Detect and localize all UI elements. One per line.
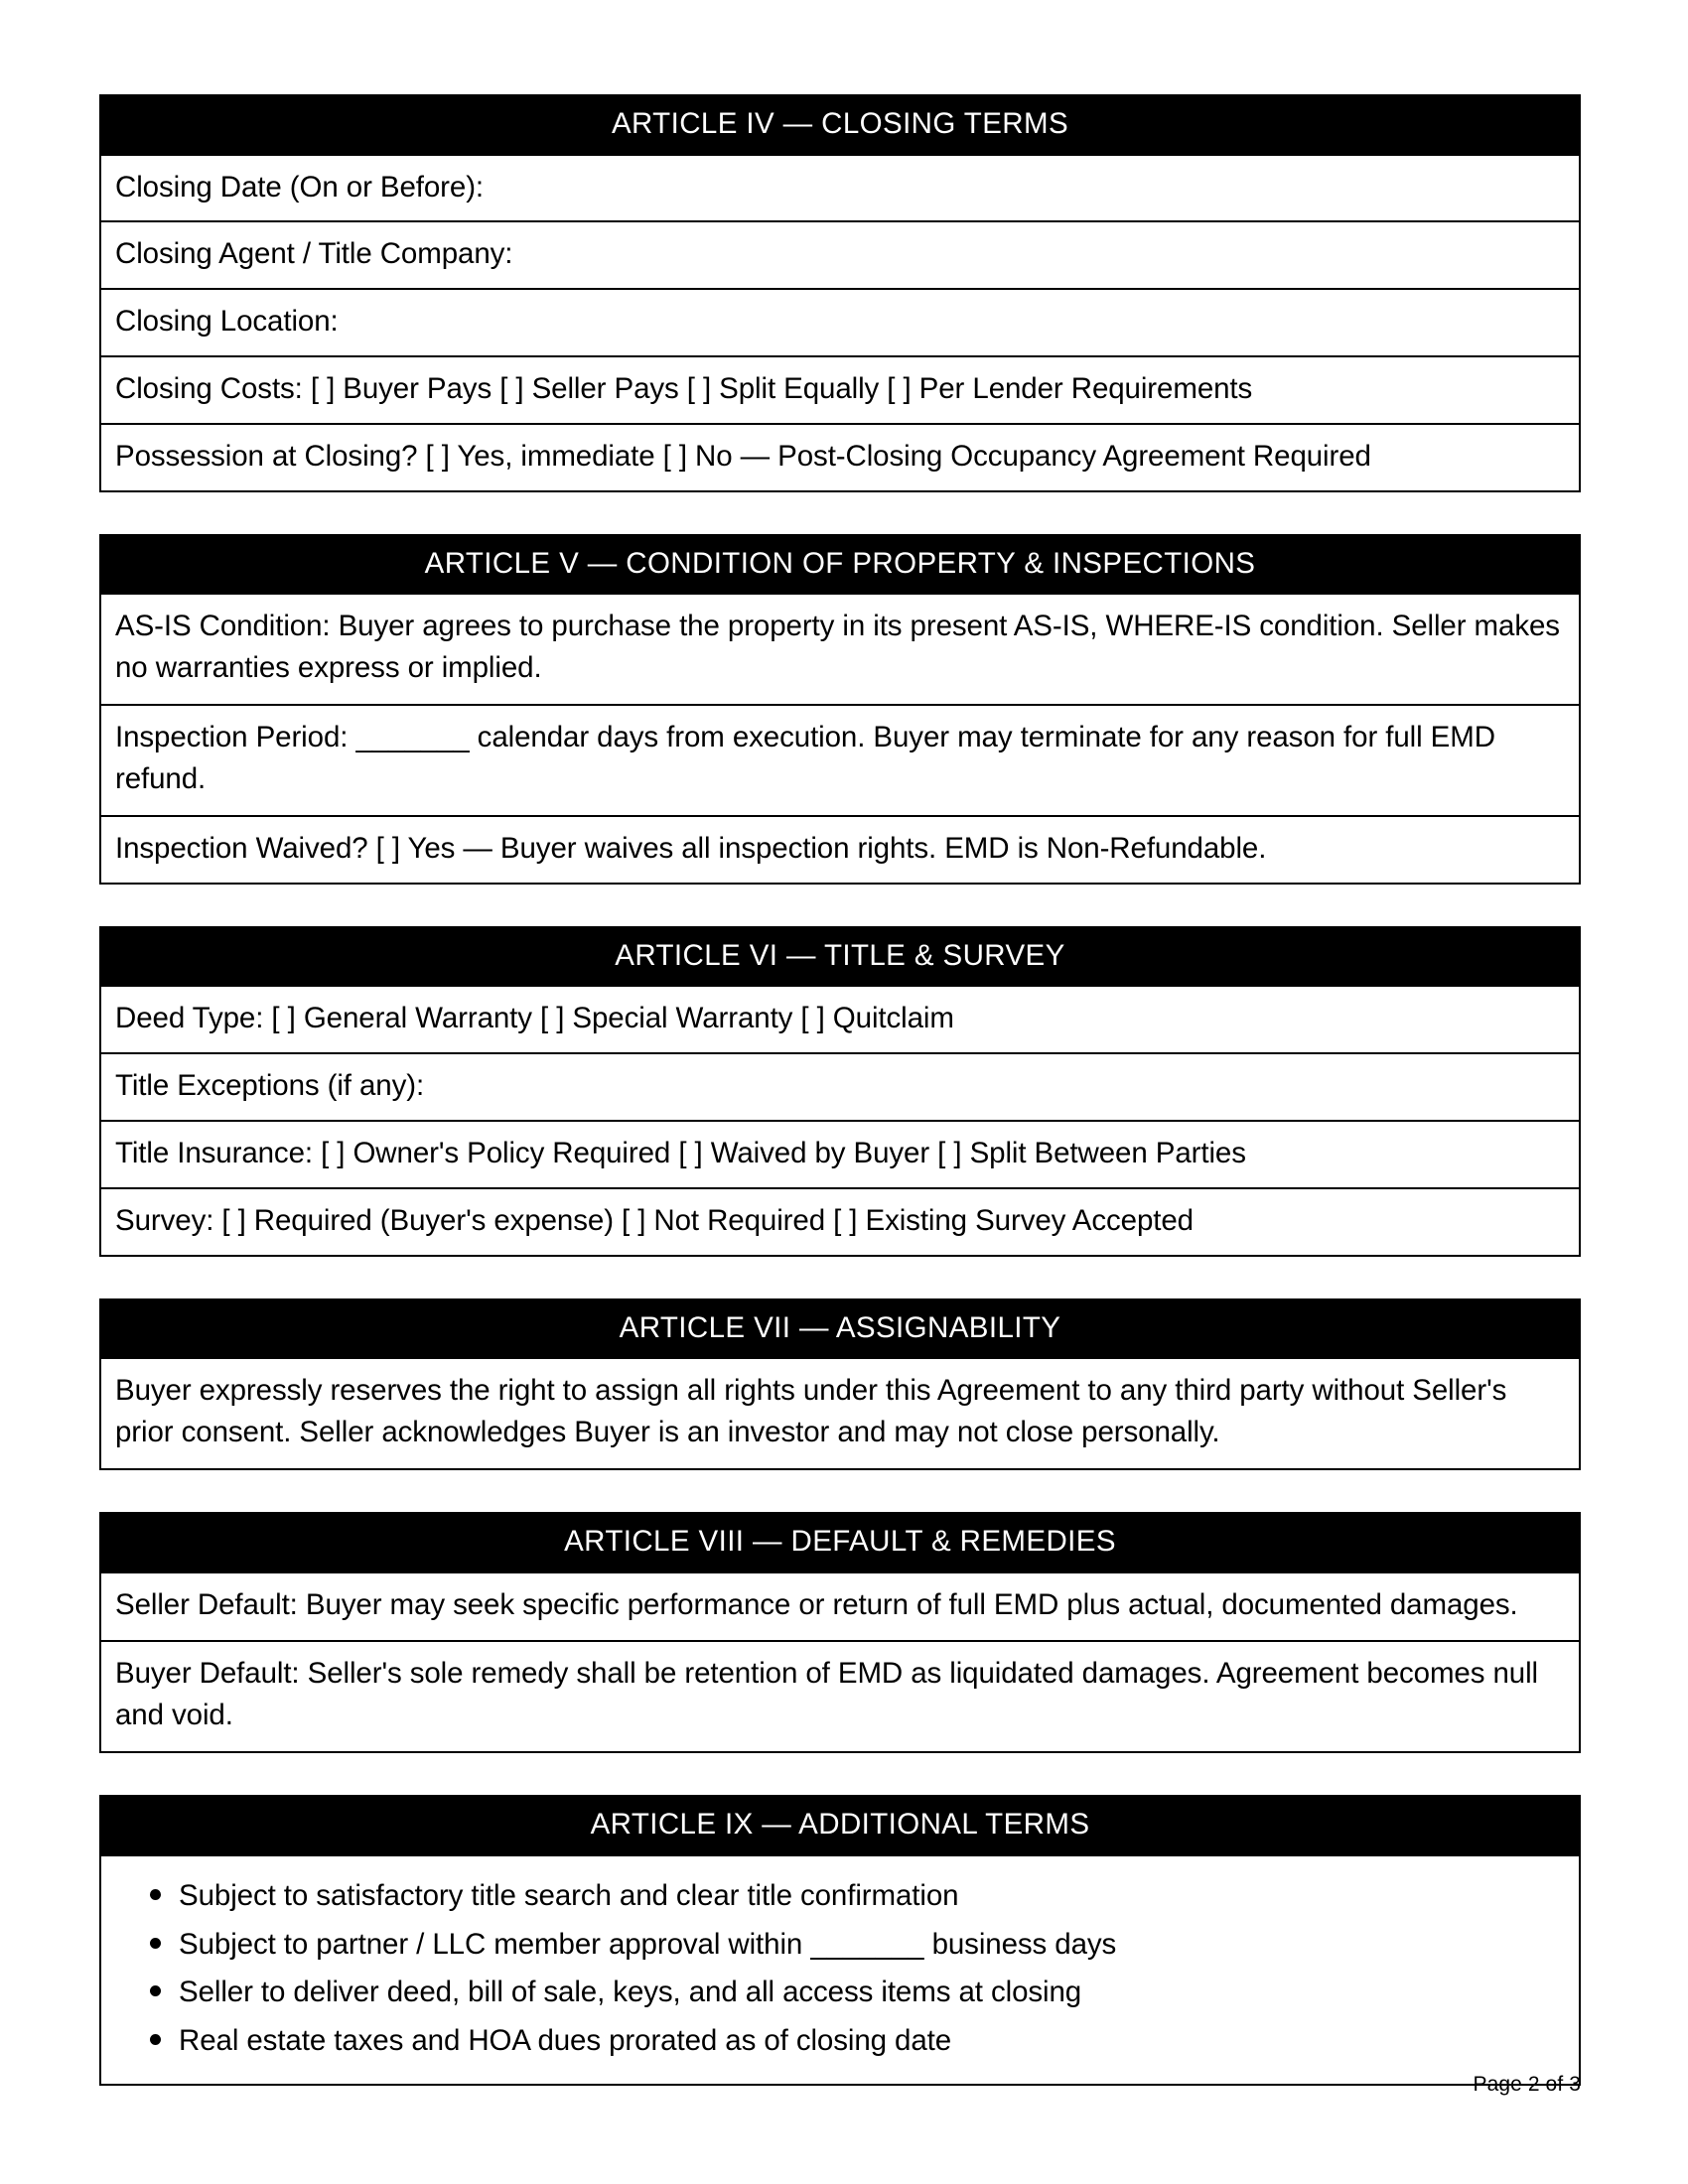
article-vii-heading: ARTICLE VII — ASSIGNABILITY bbox=[99, 1298, 1581, 1360]
article-ix-heading: ARTICLE IX — ADDITIONAL TERMS bbox=[99, 1795, 1581, 1856]
list-item[interactable]: Subject to partner / LLC member approval within _______ business days bbox=[179, 1921, 1567, 1970]
article-ix-section bbox=[99, 1795, 1581, 2086]
field-possession-at-closing[interactable]: Possession at Closing? [ ] Yes, immediate [ ] No — Post-Closing Occupancy Agreement Required bbox=[115, 440, 1371, 473]
list-item: Seller to deliver deed, bill of sale, keys, and all access items at closing bbox=[179, 1969, 1567, 2017]
field-deed-type[interactable]: Deed Type: [ ] General Warranty [ ] Special Warranty [ ] Quitclaim bbox=[101, 987, 1579, 1054]
article-vii-section bbox=[99, 1298, 1581, 1470]
article-vi-section bbox=[99, 926, 1581, 1257]
article-v-heading: ARTICLE V — CONDITION OF PROPERTY & INSPECTIONS bbox=[99, 534, 1581, 596]
field-title-insurance[interactable]: Title Insurance: [ ] Owner's Policy Required [ ] Waived by Buyer [ ] Split Between Parties bbox=[101, 1122, 1579, 1189]
list-item: Subject to satisfactory title search and clear title confirmation bbox=[179, 1872, 1567, 1921]
clause-seller-default: Seller Default: Buyer may seek specific performance or return of full EMD plus actual, documented damages. bbox=[101, 1573, 1579, 1643]
field-survey[interactable]: Survey: [ ] Required (Buyer's expense) [ ] Not Required [ ] Existing Survey Accepted bbox=[115, 1203, 1194, 1237]
additional-terms-row bbox=[101, 1856, 1579, 2085]
article-v-rows bbox=[99, 595, 1581, 884]
page-footer: Page 2 of 3 bbox=[1473, 2073, 1581, 2096]
field-as-is-condition: AS-IS Condition: Buyer agrees to purchase the property in its present AS-IS, WHERE-IS condition. Seller makes no warranties express or implied. bbox=[101, 595, 1579, 706]
additional-terms-list bbox=[115, 1872, 1567, 2067]
field-closing-location[interactable]: Closing Location: bbox=[101, 290, 1579, 357]
article-vii-rows bbox=[99, 1359, 1581, 1470]
article-vi-heading: ARTICLE VI — TITLE & SURVEY bbox=[99, 926, 1581, 988]
field-closing-date[interactable]: Closing Date (On or Before): bbox=[101, 156, 1579, 223]
field-title-exceptions[interactable]: Title Exceptions (if any): bbox=[101, 1054, 1579, 1122]
list-item: Real estate taxes and HOA dues prorated as of closing date bbox=[179, 2017, 1567, 2066]
clause-assignability: Buyer expressly reserves the right to assign all rights under this Agreement to any third party without Seller's prior consent. Seller acknowledges Buyer is an investor and may not close personally. bbox=[115, 1374, 1507, 1449]
article-viii-heading: ARTICLE VIII — DEFAULT & REMEDIES bbox=[99, 1512, 1581, 1573]
article-iv-section bbox=[99, 94, 1581, 492]
clause-buyer-default: Buyer Default: Seller's sole remedy shall be retention of EMD as liquidated damages. Agreement becomes null and void. bbox=[115, 1657, 1539, 1732]
article-iv-heading: ARTICLE IV — CLOSING TERMS bbox=[99, 94, 1581, 156]
article-v-section bbox=[99, 534, 1581, 885]
field-inspection-waived[interactable]: Inspection Waived? [ ] Yes — Buyer waives all inspection rights. EMD is Non-Refundable. bbox=[115, 831, 1267, 865]
field-closing-agent[interactable]: Closing Agent / Title Company: bbox=[101, 222, 1579, 290]
field-inspection-period[interactable]: Inspection Period: _______ calendar days from execution. Buyer may terminate for any reason for full EMD refund. bbox=[101, 706, 1579, 817]
article-iv-rows bbox=[99, 156, 1581, 492]
field-closing-costs[interactable]: Closing Costs: [ ] Buyer Pays [ ] Seller Pays [ ] Split Equally [ ] Per Lender Requirements bbox=[101, 357, 1579, 425]
article-ix-rows bbox=[99, 1856, 1581, 2087]
article-vi-rows bbox=[99, 987, 1581, 1257]
article-viii-section bbox=[99, 1512, 1581, 1753]
article-viii-rows bbox=[99, 1573, 1581, 1754]
